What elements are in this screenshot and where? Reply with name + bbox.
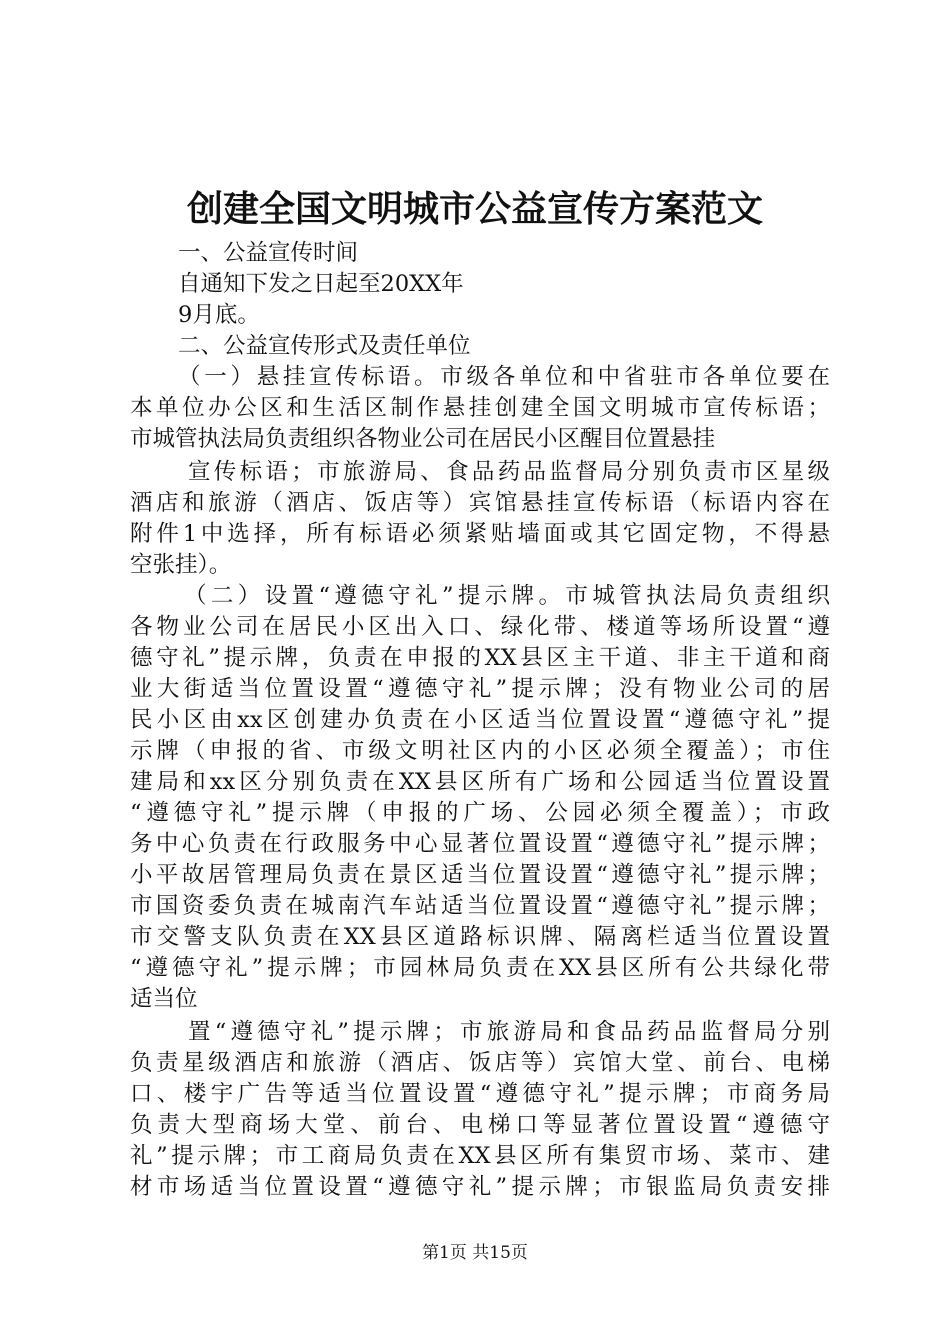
paragraph-slogans-continued — [130, 457, 830, 581]
paragraph-line: 置“遵德守礼”提示牌；市旅游局和食品药品监督局分别 — [188, 1019, 830, 1045]
paragraph-signs-continued — [130, 1017, 830, 1203]
paragraph-line: “遵德守礼”提示牌（申报的广场、公园必须全覆盖）；市政 — [130, 800, 830, 826]
paragraph-line: “遵德守礼”提示牌；市园林局负责在XX县区所有公共绿化带 — [130, 955, 830, 981]
section-heading-forms: 二、公益宣传形式及责任单位 — [178, 333, 471, 359]
time-text-line-2: 9月底。 — [178, 302, 260, 328]
paragraph-line: 业大街适当位置设置“遵德守礼”提示牌；没有物业公司的居 — [130, 676, 830, 702]
paragraph-line: （一）悬挂宣传标语。市级各单位和中省驻市各单位要在 — [178, 364, 830, 390]
paragraph-line: 建局和xx区分别负责在XX县区所有广场和公园适当位置设置 — [130, 769, 830, 795]
paragraph-line: 负责星级酒店和旅游（酒店、饭店等）宾馆大堂、前台、电梯 — [130, 1050, 830, 1076]
paragraph-line: 口、楼宇广告等适当位置设置“遵德守礼”提示牌；市商务局 — [130, 1081, 830, 1107]
time-text-line-1: 自通知下发之日起至20XX年 — [178, 271, 464, 297]
paragraph-line: 附件1中选择，所有标语必须紧贴墙面或其它固定物，不得悬 — [130, 521, 830, 547]
section-heading-time: 一、公益宣传时间 — [178, 240, 359, 266]
paragraph-line: 适当位 — [130, 986, 198, 1012]
paragraph-line: 小平故居管理局负责在景区适当位置设置“遵德守礼”提示牌； — [130, 862, 830, 888]
paragraph-line: 材市场适当位置设置“遵德守礼”提示牌；市银监局负责安排 — [130, 1174, 830, 1200]
paragraph-line: 务中心负责在行政服务中心显著位置设置“遵德守礼”提示牌； — [130, 831, 830, 857]
paragraph-line: 德守礼”提示牌，负责在申报的XX县区主干道、非主干道和商 — [130, 645, 830, 671]
paragraph-line: 市国资委负责在城南汽车站适当位置设置“遵德守礼”提示牌； — [130, 893, 830, 919]
paragraph-line: 礼”提示牌；市工商局负责在XX县区所有集贸市场、菜市、建 — [130, 1143, 830, 1169]
paragraph-line: 市城管执法局负责组织各物业公司在居民小区醒目位置悬挂 — [130, 426, 716, 452]
paragraph-line: 酒店和旅游（酒店、饭店等）宾馆悬挂宣传标语（标语内容在 — [130, 490, 830, 516]
paragraph-signs — [130, 581, 830, 1015]
paragraph-line: 各物业公司在居民小区出入口、绿化带、楼道等场所设置“遵 — [130, 614, 830, 640]
document-body — [130, 238, 830, 1203]
page-indicator: 第1页 共15页 — [422, 1243, 528, 1263]
paragraph-line: 空张挂）。 — [130, 552, 232, 578]
paragraph-slogans — [130, 362, 830, 455]
paragraph-line: 宣传标语；市旅游局、食品药品监督局分别负责市区星级 — [188, 459, 830, 485]
page-title: 创建全国文明城市公益宣传方案范文 — [186, 188, 763, 230]
paragraph-line: 民小区由xx区创建办负责在小区适当位置设置“遵德守礼”提 — [130, 707, 830, 733]
paragraph-line: 负责大型商场大堂、前台、电梯口等显著位置设置“遵德守 — [130, 1112, 830, 1138]
paragraph-line: 示牌（申报的省、市级文明社区内的小区必须全覆盖）；市住 — [130, 738, 830, 764]
paragraph-line: 本单位办公区和生活区制作悬挂创建全国文明城市宣传标语； — [130, 395, 830, 421]
paragraph-line: （二）设置“遵德守礼”提示牌。市城管执法局负责组织 — [184, 583, 830, 609]
paragraph-line: 市交警支队负责在XX县区道路标识牌、隔离栏适当位置设置 — [130, 924, 830, 950]
